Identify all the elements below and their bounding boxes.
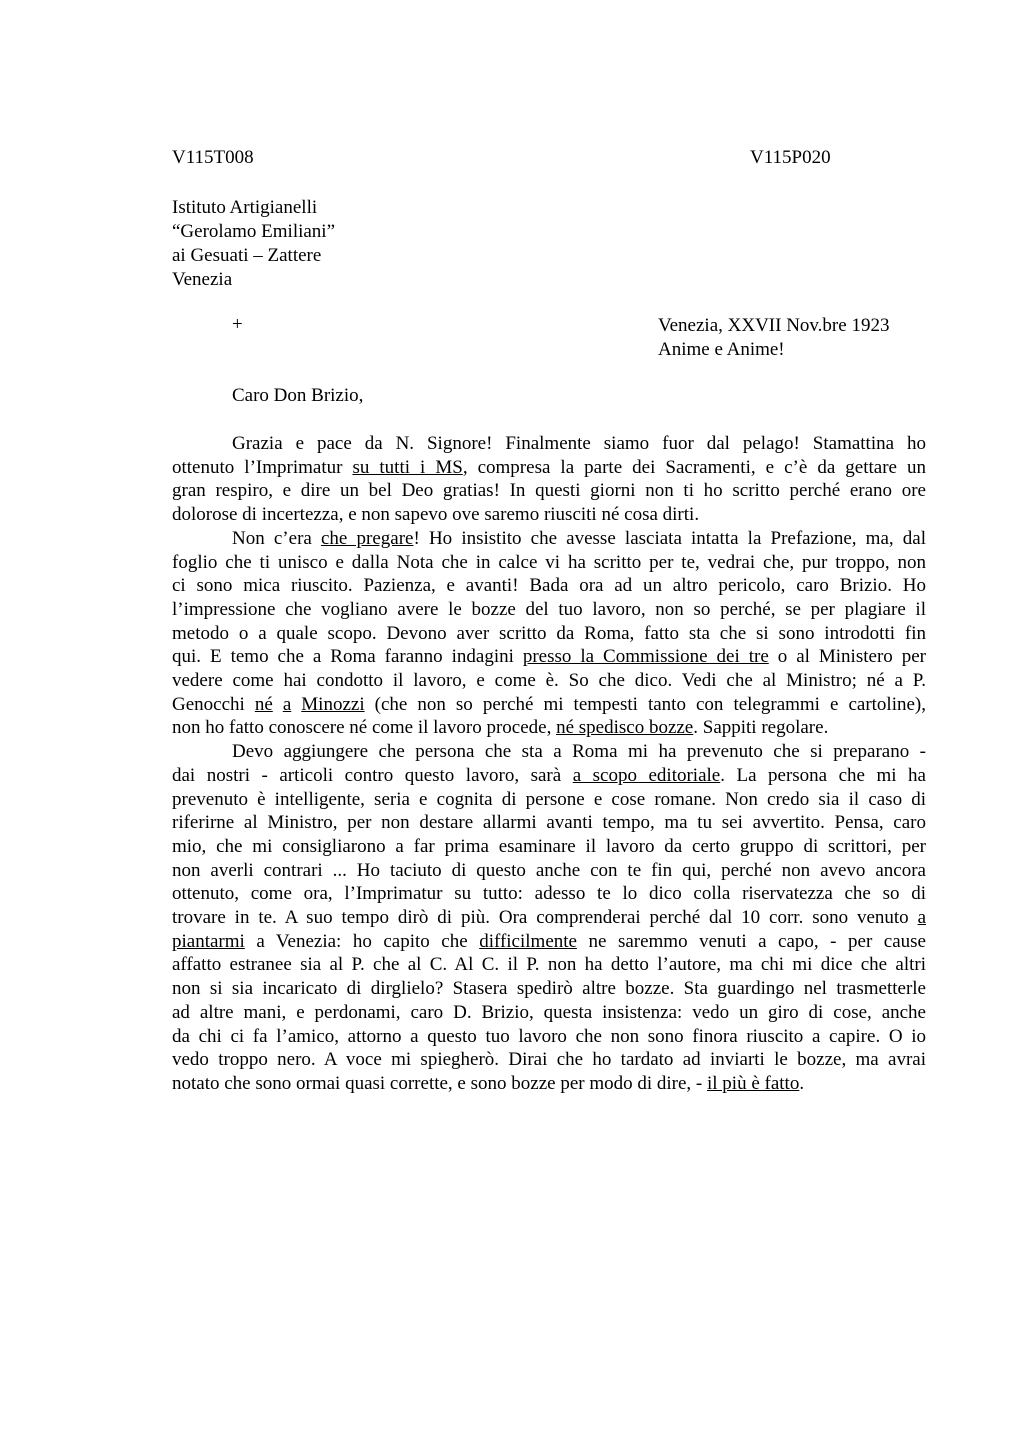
sender-line: Venezia xyxy=(172,269,233,290)
letter-motto: Anime e Anime! xyxy=(658,339,785,360)
body-line: ci sono mica riuscito. Pazienza, e avanti! Bada ora ad un altro pericolo, caro Brizio. Ho xyxy=(172,575,926,597)
body-line: Genocchi né a Minozzi (che non so perché mi tempesti tanto con telegrammi e cartoline), xyxy=(172,693,926,715)
body-line: ottenuto, come ora, l’Imprimatur su tutto: adesso te lo dico colla riservatezza che so di xyxy=(172,883,926,905)
body-line: ad altre mani, e perdonami, caro D. Brizio, questa insistenza: vedo un giro di cose, anche xyxy=(172,1001,926,1023)
body-line: gran respiro, e dire un bel Deo gratias! In questi giorni non ti ho scritto perché erano ore xyxy=(172,480,926,502)
body-line: non ho fatto conoscere né come il lavoro procede, né spedisco bozze. Sappiti regolare. xyxy=(172,717,829,739)
body-line: non si sia incaricato di dirglielo? Stasera spedirò altre bozze. Sta guardingo nel trasmetterle xyxy=(172,978,926,1000)
underlined-text: né spedisco bozze xyxy=(556,717,694,739)
body-line: Devo aggiungere che persona che sta a Roma mi ha prevenuto che si preparano - xyxy=(232,741,926,763)
underlined-text: a xyxy=(282,693,292,715)
body-line: dai nostri - articoli contro questo lavoro, sarà a scopo editoriale. La persona che mi ha xyxy=(172,764,926,786)
dateline xyxy=(658,314,889,362)
body-line: dolorose di incertezza, e non sapevo ove saremo riusciti né cosa dirti. xyxy=(172,504,700,526)
body-line: l’impressione che vogliano avere le bozze del tuo lavoro, non so perché, se per plagiare il xyxy=(172,598,926,620)
archive-code-left: V115T008 xyxy=(172,147,254,168)
body-line: piantarmi a Venezia: ho capito che difficilmente ne saremmo venuti a capo, - per cause xyxy=(172,930,926,952)
sender-line: ai Gesuati – Zattere xyxy=(172,245,322,266)
body-line: vedo troppo nero. A voce mi spiegherò. Dirai che ho tardato ad inviarti le bozze, ma avrai xyxy=(172,1049,926,1071)
body-line: qui. E temo che a Roma faranno indagini presso la Commissione dei tre o al Ministero per xyxy=(172,646,926,668)
body-line: Grazia e pace da N. Signore! Finalmente siamo fuor dal pelago! Stamattina ho xyxy=(232,433,926,454)
body-line: ottenuto l’Imprimatur su tutti i MS, compresa la parte dei Sacramenti, e c’è da gettare un xyxy=(172,456,927,478)
underlined-text: né xyxy=(254,693,273,715)
letter-date: Venezia, XXVII Nov.bre 1923 xyxy=(658,315,890,336)
body-line: non averli contrari ... Ho taciuto di questo anche con te fin qui, perché non avevo ancora xyxy=(172,859,926,881)
underlined-text: che pregare xyxy=(320,527,414,549)
sender-address xyxy=(172,196,335,292)
body-line: affatto estranee sia al P. che al C. Al C. il P. non ha detto l’autore, ma chi mi dice che altri xyxy=(172,954,926,976)
underlined-text: su tutti i MS xyxy=(352,456,463,478)
body-line: da chi ci fa l’amico, attorno a questo tuo lavoro che non sono finora riuscito a capire. O io xyxy=(172,1025,926,1047)
body-line: foglio che ti unisco e dalla Nota che in calce vi ha scritto per te, vedrai che, pur troppo, non xyxy=(172,551,926,573)
underlined-text: presso la Commissione dei tre xyxy=(522,646,769,668)
body-line: trovare in te. A suo tempo dirò di più. Ora comprenderai perché dal 10 corr. sono venuto a xyxy=(172,907,926,929)
underlined-text: piantarmi xyxy=(172,930,245,952)
cross-symbol: + xyxy=(232,314,243,335)
sender-line: “Gerolamo Emiliani” xyxy=(172,221,336,242)
archive-code-right: V115P020 xyxy=(750,147,831,168)
body-line: riferirne al Ministro, per non destare allarmi avanti tempo, ma tu sei avvertito. Pensa, caro xyxy=(172,812,926,834)
underlined-text: a xyxy=(917,907,926,929)
body-line: mio, che mi consigliarono a far prima esaminare il lavoro da certo gruppo di scrittori, per xyxy=(172,835,926,857)
body-line: notato che sono ormai quasi corrette, e sono bozze per modo di dire, - il più è fatto. xyxy=(172,1072,805,1094)
body-line: metodo o a quale scopo. Devono aver scritto da Roma, fatto sta che si sono introdotti fin xyxy=(172,622,926,644)
salutation: Caro Don Brizio, xyxy=(232,385,364,406)
letter-body xyxy=(172,432,926,1096)
body-line: Non c’era che pregare! Ho insistito che avesse lasciata intatta la Prefazione, ma, dal xyxy=(232,527,926,549)
body-line: vedere come hai condotto il lavoro, e come è. So che dico. Vedi che al Ministro; né a P. xyxy=(172,670,926,692)
underlined-text: Minozzi xyxy=(301,693,365,715)
underlined-text: il più è fatto xyxy=(707,1072,800,1094)
underlined-text: difficilmente xyxy=(479,930,577,952)
underlined-text: a scopo editoriale xyxy=(572,764,721,786)
sender-line: Istituto Artigianelli xyxy=(172,197,318,218)
body-line: prevenuto è intelligente, seria e cognita di persone e cose romane. Non credo sia il caso di xyxy=(172,788,926,810)
